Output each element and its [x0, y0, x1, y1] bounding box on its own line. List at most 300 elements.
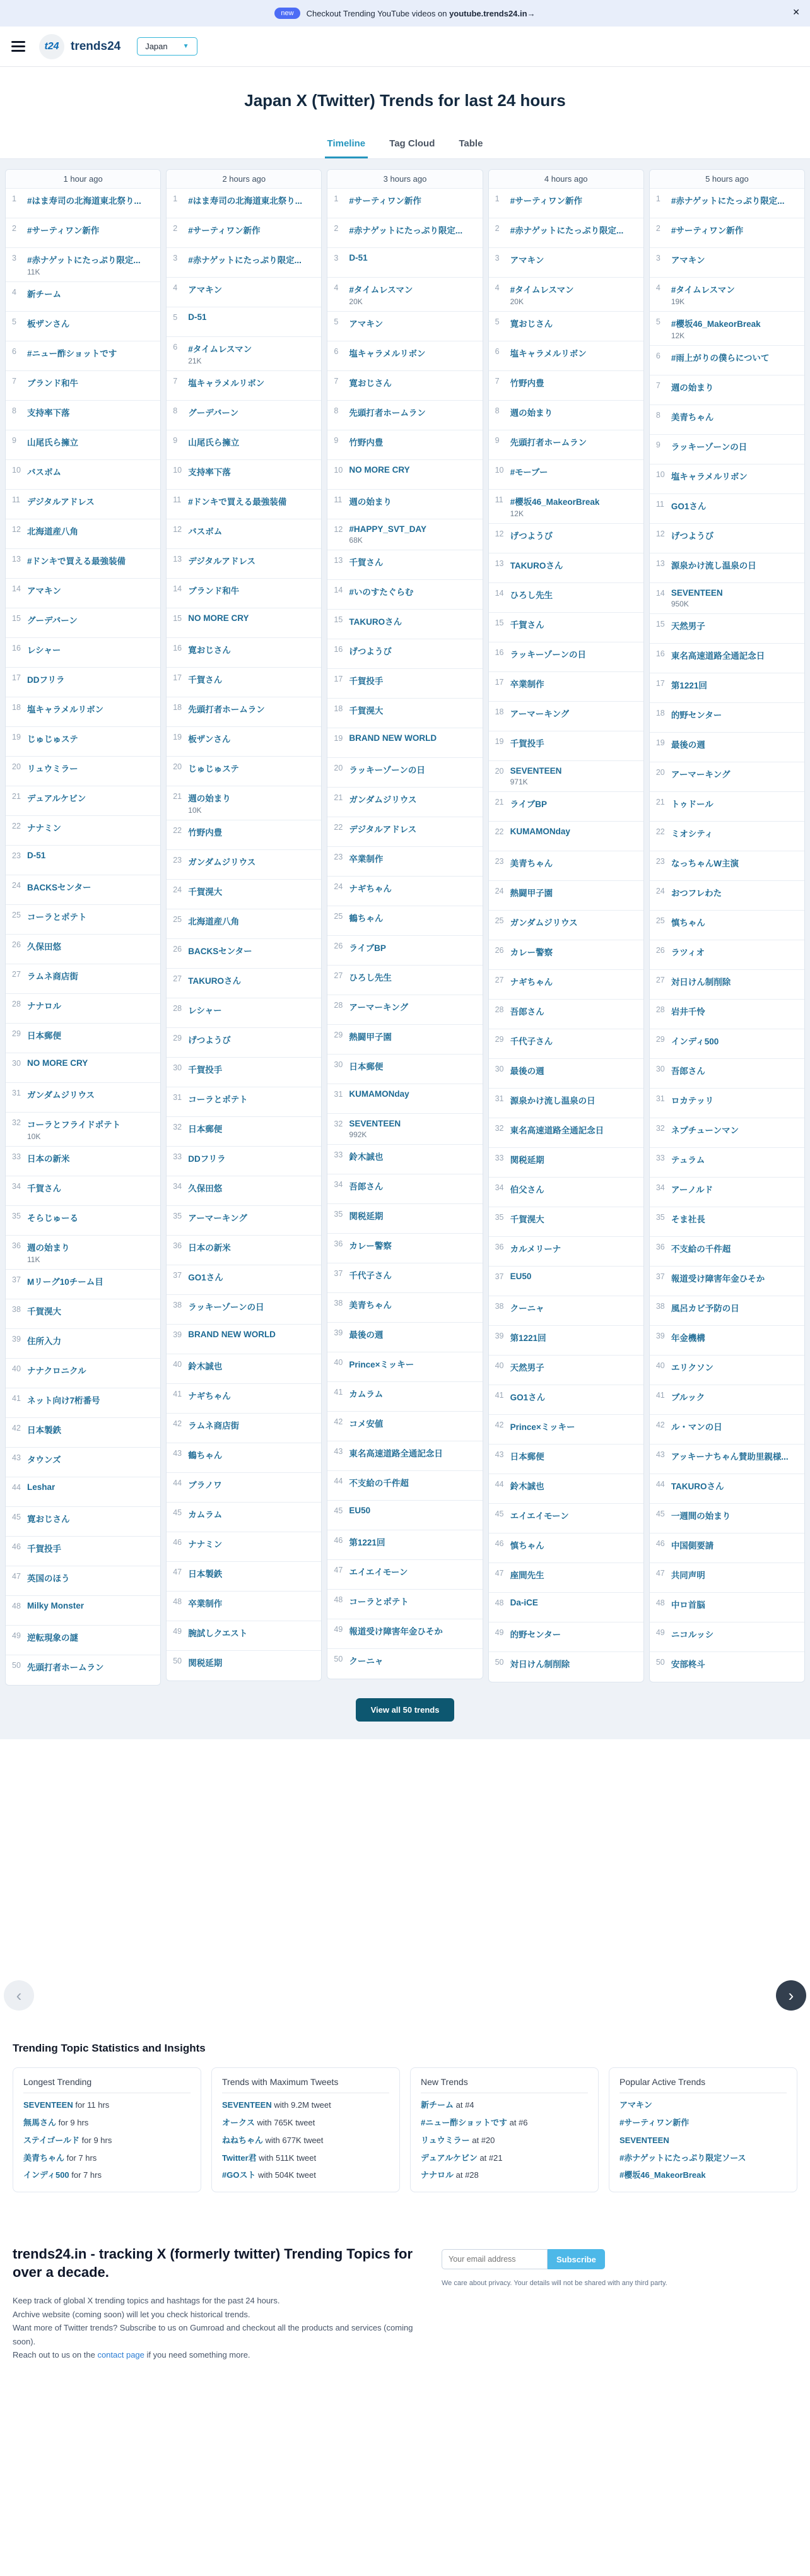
trend-link[interactable]: 伯父さん: [510, 1185, 544, 1195]
trend-link[interactable]: レシャー: [188, 1006, 222, 1015]
trend-link[interactable]: コーラとフライドポテト: [27, 1120, 121, 1130]
trend-link[interactable]: 山尾氏ら擁立: [27, 438, 78, 447]
trend-link[interactable]: 日本の新米: [27, 1154, 70, 1164]
trend-link[interactable]: BACKSセンター: [27, 883, 91, 892]
trend-link[interactable]: インディ500: [671, 1037, 719, 1046]
trend-link[interactable]: ミオシティ: [671, 829, 713, 839]
trend-rank: 7: [655, 381, 660, 390]
trend-link[interactable]: 塩キャラメルリボン: [349, 349, 426, 358]
trend-link[interactable]: げつようび: [510, 531, 553, 541]
trend-link[interactable]: #赤ナゲットにたっぷり限定...: [349, 226, 463, 235]
trend-link[interactable]: 千賀投手: [27, 1544, 61, 1554]
trend-link[interactable]: 鶴ちゃん: [188, 1451, 223, 1460]
trend-link[interactable]: SEVENTEEN: [222, 2100, 272, 2110]
trend-link[interactable]: 最後の週: [510, 1066, 544, 1076]
trend-link[interactable]: Mリーグ10チーム目: [27, 1277, 103, 1287]
trend-link[interactable]: ナナミン: [27, 824, 61, 833]
trend-link[interactable]: 対日けん制削除: [671, 978, 731, 987]
trend-link[interactable]: ラッキーゾーンの日: [510, 650, 587, 659]
menu-icon[interactable]: [11, 41, 25, 52]
trend-link[interactable]: バスボム: [188, 527, 223, 536]
trend-link[interactable]: DDフリラ: [27, 675, 65, 685]
trend-link[interactable]: 第1221回: [510, 1333, 546, 1343]
trend-link[interactable]: コーラとポテト: [27, 913, 87, 922]
tab-timeline[interactable]: Timeline: [325, 133, 368, 158]
trend-link[interactable]: #サーティワン新作: [27, 226, 100, 235]
trend-link[interactable]: #いのすたぐらむ: [349, 588, 414, 597]
trend-link[interactable]: 第1221回: [671, 681, 707, 690]
trend-link[interactable]: そま社長: [671, 1215, 705, 1224]
trend-link[interactable]: ラムネ商店街: [27, 972, 78, 981]
trend-link[interactable]: 源泉かけ流し温泉の日: [671, 561, 756, 570]
trend-link[interactable]: 東名高速道路全通記念日: [510, 1126, 604, 1135]
trend-link[interactable]: 先頭打者ホームラン: [349, 408, 426, 418]
trend-link[interactable]: 日本郵便: [510, 1452, 544, 1462]
trend-link[interactable]: 東名高速道路全通記念日: [349, 1449, 443, 1458]
trend-link[interactable]: 安部柊斗: [671, 1660, 705, 1669]
trend-link[interactable]: SEVENTEEN: [349, 1119, 401, 1128]
trend-link[interactable]: デュアルケビン: [421, 2153, 478, 2163]
trend-link[interactable]: 寛おじさん: [349, 379, 392, 388]
brand-name[interactable]: trends24: [71, 39, 121, 53]
trend-link[interactable]: 寛おじさん: [27, 1515, 70, 1524]
next-arrow-icon[interactable]: ›: [776, 1980, 806, 2011]
trend-link[interactable]: BACKSセンター: [188, 947, 252, 956]
trend-link[interactable]: アーマーキング: [349, 1003, 409, 1012]
trend-link[interactable]: ラムネ商店街: [188, 1421, 240, 1431]
trend-link[interactable]: 卒業制作: [510, 680, 544, 689]
trend-link[interactable]: NO MORE CRY: [188, 613, 249, 623]
tab-tag-cloud[interactable]: Tag Cloud: [389, 138, 435, 149]
trend-link[interactable]: ナギちゃん: [510, 978, 553, 987]
trend-link[interactable]: 不支給の千件超: [671, 1244, 731, 1254]
trend-link[interactable]: 先頭打者ホームラン: [510, 438, 587, 447]
trend-link[interactable]: コーラとポテト: [188, 1095, 248, 1104]
trend-link[interactable]: 久保田悠: [188, 1184, 223, 1193]
trend-link[interactable]: カレー警察: [510, 948, 553, 957]
trend-link[interactable]: 先頭打者ホームラン: [188, 705, 265, 714]
trend-link[interactable]: カムラム: [188, 1510, 223, 1520]
trend-link[interactable]: アーノルド: [671, 1185, 713, 1195]
trend-rank: 46: [12, 1542, 21, 1551]
trend-link[interactable]: アッキーナちゃん賛助里親様...: [671, 1452, 789, 1462]
trend-link[interactable]: TAKUROさん: [671, 1482, 724, 1491]
trend-link[interactable]: アマキン: [27, 586, 61, 596]
trend-link[interactable]: ラッキーゾーンの日: [188, 1303, 264, 1312]
trend-link[interactable]: 年金機構: [671, 1333, 705, 1343]
trend-link[interactable]: ライブBP: [510, 800, 548, 809]
trend-link[interactable]: ニコルッシ: [671, 1630, 714, 1640]
trend-link[interactable]: 卒業制作: [188, 1599, 223, 1609]
trend-link[interactable]: 千賀投手: [349, 676, 384, 686]
trend-link[interactable]: ラッキーゾーンの日: [671, 442, 748, 452]
trend-link[interactable]: NO MORE CRY: [27, 1058, 88, 1068]
trend-link[interactable]: 中国側要請: [671, 1541, 714, 1551]
trend-link[interactable]: 千賀滉大: [349, 706, 384, 716]
trend-link[interactable]: リュウミラー: [421, 2135, 470, 2145]
trend-link[interactable]: 週の始まり: [27, 1243, 70, 1253]
trend-link[interactable]: 美青ちゃん: [23, 2153, 65, 2163]
trend-link[interactable]: ブランド和牛: [188, 586, 240, 596]
trend-link[interactable]: #櫻坂46_MakeorBreak: [510, 497, 600, 507]
trend-link[interactable]: SEVENTEEN: [23, 2100, 73, 2110]
trend-link[interactable]: 関税延期: [349, 1212, 384, 1221]
trend-link[interactable]: 千賀さん: [27, 1184, 61, 1193]
trend-link[interactable]: ナギちゃん: [349, 884, 392, 894]
trend-link[interactable]: 塩キャラメルリボン: [510, 349, 587, 358]
trend-link[interactable]: 風呂カビ予防の日: [671, 1304, 739, 1313]
trend-link[interactable]: 腕試しクエスト: [188, 1629, 248, 1638]
trend-link[interactable]: 週の始まり: [510, 408, 553, 418]
trend-link[interactable]: SEVENTEEN: [619, 2135, 669, 2145]
country-select[interactable]: [137, 37, 197, 56]
trend-link[interactable]: 新チーム: [421, 2100, 454, 2110]
trend-link[interactable]: #ドンキで買える最強装備: [27, 557, 126, 566]
trend-rank: 3: [495, 254, 500, 263]
trend-link[interactable]: 的野センター: [671, 711, 722, 720]
trend-link[interactable]: 報道受け障害年金ひそか: [349, 1627, 443, 1636]
trend-link[interactable]: デジタルアドレス: [188, 557, 255, 566]
trend-link[interactable]: #赤ナゲットにたっぷり限定...: [188, 256, 302, 265]
trend-link[interactable]: #HAPPY_SVT_DAY: [349, 524, 426, 534]
trend-link[interactable]: Twitter君: [222, 2153, 257, 2163]
trend-link[interactable]: 日本郵便: [349, 1062, 384, 1072]
trend-link[interactable]: GO1さん: [671, 502, 707, 511]
trend-link[interactable]: カムラム: [349, 1390, 384, 1399]
trend-link[interactable]: クーニャ: [349, 1657, 384, 1666]
trend-link[interactable]: 竹野内豊: [188, 828, 223, 837]
subscribe-button[interactable]: Subscribe: [548, 2249, 605, 2269]
trend-link[interactable]: BRAND NEW WORLD: [349, 733, 437, 743]
trend-rank: 13: [12, 555, 21, 564]
trend-link[interactable]: 千賀投手: [188, 1065, 223, 1075]
trend-link[interactable]: 千代子さん: [349, 1271, 392, 1280]
trend-link[interactable]: そらじゅーる: [27, 1214, 78, 1223]
trend-link[interactable]: 北海道産八角: [27, 527, 78, 536]
trend-link[interactable]: ガンダムジリウス: [188, 858, 256, 867]
trend-link[interactable]: ロカテッリ: [671, 1096, 714, 1106]
trend-link[interactable]: 久保田悠: [27, 942, 61, 952]
trend-link[interactable]: 美青ちゃん: [349, 1301, 392, 1310]
trend-link[interactable]: アマキン: [510, 256, 544, 265]
trend-link[interactable]: 竹野内豊: [349, 438, 384, 447]
trend-link[interactable]: アマキン: [671, 256, 705, 265]
trend-link[interactable]: げつようび: [188, 1036, 231, 1045]
email-input[interactable]: [442, 2249, 548, 2269]
trend-link[interactable]: ナナロル: [421, 2170, 454, 2180]
trend-rank: 7: [173, 377, 178, 386]
trend-row: [6, 1236, 160, 1270]
trend-link[interactable]: #ニュー酢ショットです: [27, 349, 117, 358]
trend-link[interactable]: ガンダムジリウス: [510, 918, 578, 928]
trend-rank: 26: [655, 946, 665, 955]
trend-link[interactable]: Prince×ミッキー: [349, 1360, 414, 1369]
trend-link[interactable]: げつようび: [671, 531, 714, 541]
trend-link[interactable]: リュウミラー: [27, 764, 78, 774]
trend-link[interactable]: 山尾氏ら擁立: [188, 438, 240, 447]
trend-link[interactable]: 千賀さん: [510, 620, 544, 630]
trend-link[interactable]: #サーティワン新作: [349, 196, 421, 206]
trend-link[interactable]: ナナロル: [27, 1001, 61, 1011]
trend-row: [489, 1504, 643, 1533]
trend-link[interactable]: D-51: [188, 312, 207, 322]
trend-link[interactable]: KUMAMONday: [349, 1089, 409, 1099]
trend-link[interactable]: アーマーキング: [510, 709, 570, 719]
trend-link[interactable]: グーデバーン: [27, 616, 78, 625]
trend-link[interactable]: カレー警察: [349, 1241, 392, 1251]
trend-link[interactable]: おつフレわた: [671, 889, 722, 898]
trend-link[interactable]: 英国のほう: [27, 1574, 70, 1583]
trend-link[interactable]: DDフリラ: [188, 1154, 226, 1164]
trend-rank: 34: [12, 1182, 21, 1191]
trend-link[interactable]: 源泉かけ流し温泉の日: [510, 1096, 596, 1106]
trend-link[interactable]: Da-iCE: [510, 1598, 538, 1607]
trend-link[interactable]: 熱闘甲子園: [510, 889, 553, 898]
trend-link[interactable]: #赤ナゲットにたっぷり限定...: [27, 256, 141, 265]
trend-link[interactable]: ライブBP: [349, 943, 386, 953]
trend-link[interactable]: #サーティワン新作: [671, 226, 744, 235]
trend-link[interactable]: 千賀さん: [188, 675, 223, 685]
trend-link[interactable]: ネット向け7桁番号: [27, 1396, 100, 1405]
trend-link[interactable]: #サーティワン新作: [188, 226, 261, 235]
trend-link[interactable]: 慎ちゃん: [510, 1541, 544, 1551]
view-all-trends-button[interactable]: View all 50 trends: [356, 1698, 455, 1722]
trend-link[interactable]: 日本製鉄: [27, 1426, 61, 1435]
trend-link[interactable]: エイエイモーン: [510, 1511, 569, 1521]
trend-link[interactable]: 関税延期: [188, 1658, 223, 1668]
trend-link[interactable]: レシャー: [27, 646, 61, 655]
trend-link[interactable]: ル・マンの日: [671, 1422, 722, 1432]
trend-link[interactable]: 天然男子: [510, 1363, 544, 1373]
trend-link[interactable]: なっちゃんW主演: [671, 859, 739, 868]
trend-link[interactable]: 塩キャラメルリボン: [671, 472, 748, 482]
trend-link[interactable]: SEVENTEEN: [671, 588, 723, 598]
trend-link[interactable]: #サーティワン新作: [510, 196, 583, 206]
trend-link[interactable]: BRAND NEW WORLD: [188, 1330, 276, 1339]
trend-link[interactable]: 千代子さん: [510, 1037, 553, 1046]
trend-link[interactable]: じゅじゅステ: [188, 764, 239, 774]
trend-link[interactable]: ステイゴールド: [23, 2135, 80, 2145]
trend-link[interactable]: 支持率下落: [27, 408, 70, 418]
trend-link[interactable]: エイエイモーン: [349, 1568, 408, 1577]
trend-link[interactable]: クーニャ: [510, 1304, 544, 1313]
trend-link[interactable]: #GOスト: [222, 2170, 256, 2180]
trend-link[interactable]: ラッキーゾーンの日: [349, 765, 425, 775]
trend-link[interactable]: GO1さん: [188, 1273, 223, 1282]
trend-link[interactable]: デジタルアドレス: [349, 825, 417, 834]
trend-link[interactable]: 東名高速道路全通記念日: [671, 651, 765, 661]
trend-link[interactable]: GO1さん: [510, 1393, 546, 1402]
site-logo[interactable]: t24: [39, 34, 64, 59]
trend-link[interactable]: げつようび: [349, 647, 392, 656]
trend-link[interactable]: 卒業制作: [349, 854, 384, 864]
trend-link[interactable]: 支持率下落: [188, 468, 231, 477]
trend-link[interactable]: 関税延期: [510, 1155, 544, 1165]
trend-link[interactable]: 共同声明: [671, 1571, 705, 1580]
trend-link[interactable]: D-51: [27, 851, 46, 860]
trend-link[interactable]: ブランド和牛: [27, 379, 78, 388]
trend-link[interactable]: 岩井千怜: [671, 1007, 705, 1017]
trend-link[interactable]: TAKUROさん: [510, 561, 563, 570]
trend-link[interactable]: ラツィオ: [671, 948, 705, 957]
trend-link[interactable]: 対日けん制削除: [510, 1660, 570, 1669]
trend-link[interactable]: 的野センター: [510, 1630, 561, 1640]
trend-link[interactable]: Milky Monster: [27, 1601, 85, 1610]
trend-link[interactable]: #はま寿司の北海道東北祭り...: [27, 196, 141, 206]
trend-link[interactable]: ネプチューンマン: [671, 1126, 739, 1135]
trend-link[interactable]: 最後の週: [671, 740, 705, 750]
trend-link[interactable]: #サーティワン新作: [619, 2117, 690, 2127]
trend-link[interactable]: 竹野内豊: [510, 379, 544, 388]
trend-link[interactable]: 吾郎さん: [349, 1182, 384, 1191]
trend-link[interactable]: Leshar: [27, 1482, 56, 1492]
trend-link[interactable]: 新チーム: [27, 290, 61, 299]
trend-link[interactable]: 寛おじさん: [188, 646, 231, 655]
trend-link[interactable]: 日本郵便: [188, 1125, 223, 1134]
trend-link[interactable]: 日本製鉄: [188, 1569, 223, 1579]
trend-link[interactable]: アーマーキング: [188, 1214, 247, 1223]
trend-link[interactable]: バスボム: [27, 468, 61, 477]
trend-link[interactable]: 最後の週: [349, 1330, 384, 1340]
trend-link[interactable]: EU50: [349, 1506, 371, 1515]
trend-link[interactable]: #赤ナゲットにたっぷり限定...: [510, 226, 624, 235]
trend-link[interactable]: #モーブー: [510, 468, 548, 477]
trend-rank: 11: [12, 495, 20, 504]
trend-link[interactable]: 鈴木誠也: [349, 1152, 384, 1162]
trend-link[interactable]: #櫻坂46_MakeorBreak: [619, 2170, 706, 2180]
trend-link[interactable]: オークス: [222, 2117, 255, 2127]
trend-link[interactable]: ひろし先生: [510, 591, 553, 600]
trend-link[interactable]: 美青ちゃん: [671, 413, 714, 422]
trend-link[interactable]: テュラム: [671, 1155, 705, 1165]
trend-link[interactable]: ガンダムジリウス: [27, 1090, 95, 1100]
trend-link[interactable]: ナナクロニクル: [27, 1366, 86, 1376]
trend-link[interactable]: 座間先生: [510, 1571, 544, 1580]
trend-link[interactable]: じゅじゅステ: [27, 735, 78, 744]
trend-rank: 19: [334, 734, 343, 743]
trend-link[interactable]: #はま寿司の北海道東北祭り...: [188, 196, 302, 206]
close-icon[interactable]: ✕: [792, 7, 800, 17]
trend-link[interactable]: コメ安値: [349, 1419, 384, 1429]
trend-link[interactable]: アーマーキング: [671, 770, 731, 779]
trend-link[interactable]: 美青ちゃん: [510, 859, 553, 868]
trend-link[interactable]: 第1221回: [349, 1538, 385, 1547]
trend-link[interactable]: KUMAMONday: [510, 827, 570, 836]
trend-link[interactable]: 寛おじさん: [510, 319, 553, 329]
trend-link[interactable]: 鈴木誠也: [188, 1362, 223, 1371]
trend-link[interactable]: トゥドール: [671, 800, 713, 809]
trend-link[interactable]: 塩キャラメルリボン: [188, 379, 265, 388]
trend-link[interactable]: #櫻坂46_MakeorBreak: [671, 319, 761, 329]
trend-link[interactable]: インディ500: [23, 2170, 69, 2180]
trend-link[interactable]: ブルック: [671, 1393, 705, 1402]
trend-link[interactable]: 週の始まり: [349, 497, 392, 507]
banner-link[interactable]: youtube.trends24.in→: [449, 8, 536, 18]
trend-link[interactable]: エリクソン: [671, 1363, 714, 1373]
trend-link[interactable]: EU50: [510, 1272, 532, 1281]
trend-link[interactable]: 天然男子: [671, 622, 705, 631]
trend-link[interactable]: 一週間の始まり: [671, 1511, 731, 1521]
trend-link[interactable]: TAKUROさん: [188, 976, 241, 986]
trend-link[interactable]: #赤ナゲットにたっぷり限定ソース: [619, 2153, 746, 2163]
trend-link[interactable]: ナナミン: [188, 1540, 223, 1549]
trend-link[interactable]: ブラノワ: [188, 1480, 222, 1490]
trend-link[interactable]: 報道受け障害年金ひそか: [671, 1274, 765, 1284]
trend-link[interactable]: 千賀滉大: [27, 1307, 61, 1316]
trend-link[interactable]: タウンズ: [27, 1455, 61, 1465]
trend-link[interactable]: ガンダムジリウス: [349, 795, 417, 805]
trend-link[interactable]: 日本の新米: [188, 1243, 231, 1253]
trend-link[interactable]: グーデバーン: [188, 408, 239, 418]
trend-link[interactable]: アマキン: [349, 319, 384, 329]
trend-link[interactable]: 千賀さん: [349, 558, 384, 567]
tab-table[interactable]: Table: [459, 138, 483, 149]
trend-link[interactable]: アマキン: [619, 2100, 652, 2110]
trend-link[interactable]: TAKUROさん: [349, 617, 402, 627]
trend-link[interactable]: コーラとポテト: [349, 1597, 409, 1607]
trend-link[interactable]: 熱闘甲子園: [349, 1032, 392, 1042]
trend-link[interactable]: Prince×ミッキー: [510, 1422, 575, 1432]
trend-link[interactable]: #タイムレスマン: [188, 345, 252, 354]
trend-link[interactable]: 鈴木誠也: [510, 1482, 544, 1491]
trend-link[interactable]: #ドンキで買える最強装備: [188, 497, 287, 507]
trend-row: [650, 346, 804, 375]
trend-link[interactable]: ナギちゃん: [188, 1391, 231, 1401]
trend-link[interactable]: 中ロ首脳: [671, 1600, 705, 1610]
trend-link[interactable]: 北海道産八角: [188, 917, 240, 926]
trend-link[interactable]: アマキン: [188, 285, 223, 295]
trend-link[interactable]: ひろし先生: [349, 973, 392, 983]
trend-link[interactable]: 鶴ちゃん: [349, 914, 384, 923]
trend-link[interactable]: 塩キャラメルリボン: [27, 705, 104, 714]
trend-link[interactable]: デュアルケビン: [27, 794, 86, 803]
trend-link[interactable]: D-51: [349, 253, 368, 263]
trend-link[interactable]: 住所入力: [27, 1337, 61, 1346]
trend-link[interactable]: #タイムレスマン: [510, 285, 574, 295]
prev-arrow-icon[interactable]: ‹: [4, 1980, 34, 2011]
trend-link[interactable]: 千賀滉大: [188, 887, 223, 897]
trend-link[interactable]: 千賀滉大: [510, 1215, 544, 1224]
trend-link[interactable]: 不支給の千件超: [349, 1479, 409, 1488]
trend-rank: 35: [12, 1212, 21, 1220]
trend-link[interactable]: #ニュー酢ショットです: [421, 2117, 507, 2127]
trend-link[interactable]: 先頭打者ホームラン: [27, 1663, 104, 1672]
trend-link[interactable]: 板ザンさん: [188, 735, 231, 744]
trend-link[interactable]: 千賀投手: [510, 739, 544, 748]
trend-row: [6, 1176, 160, 1206]
trend-link[interactable]: 週の始まり: [671, 383, 714, 393]
trend-link[interactable]: SEVENTEEN: [510, 766, 562, 776]
trend-link[interactable]: #赤ナゲットにたっぷり限定...: [671, 196, 785, 206]
trend-link[interactable]: 慎ちゃん: [671, 918, 705, 928]
trend-row: [327, 995, 482, 1025]
trend-link[interactable]: 無馬さん: [23, 2117, 57, 2127]
trend-link[interactable]: 日本郵便: [27, 1031, 61, 1041]
trend-link[interactable]: デジタルアドレス: [27, 497, 95, 507]
trend-link[interactable]: #タイムレスマン: [349, 285, 413, 295]
trend-link[interactable]: #雨上がりの僕らについて: [671, 353, 770, 363]
trend-link[interactable]: 板ザンさん: [27, 319, 70, 329]
trend-link[interactable]: ねねちゃん: [222, 2135, 264, 2145]
trend-link[interactable]: カルメリーナ: [510, 1244, 561, 1254]
trend-link[interactable]: 吾郎さん: [510, 1007, 544, 1017]
trend-link[interactable]: 週の始まり: [188, 794, 231, 803]
trend-link[interactable]: 吾郎さん: [671, 1066, 705, 1076]
trend-link[interactable]: #タイムレスマン: [671, 285, 735, 295]
trend-link[interactable]: NO MORE CRY: [349, 465, 410, 475]
contact-page-link[interactable]: contact page: [97, 2350, 144, 2360]
trend-link[interactable]: 逆転現象の謎: [27, 1633, 78, 1643]
